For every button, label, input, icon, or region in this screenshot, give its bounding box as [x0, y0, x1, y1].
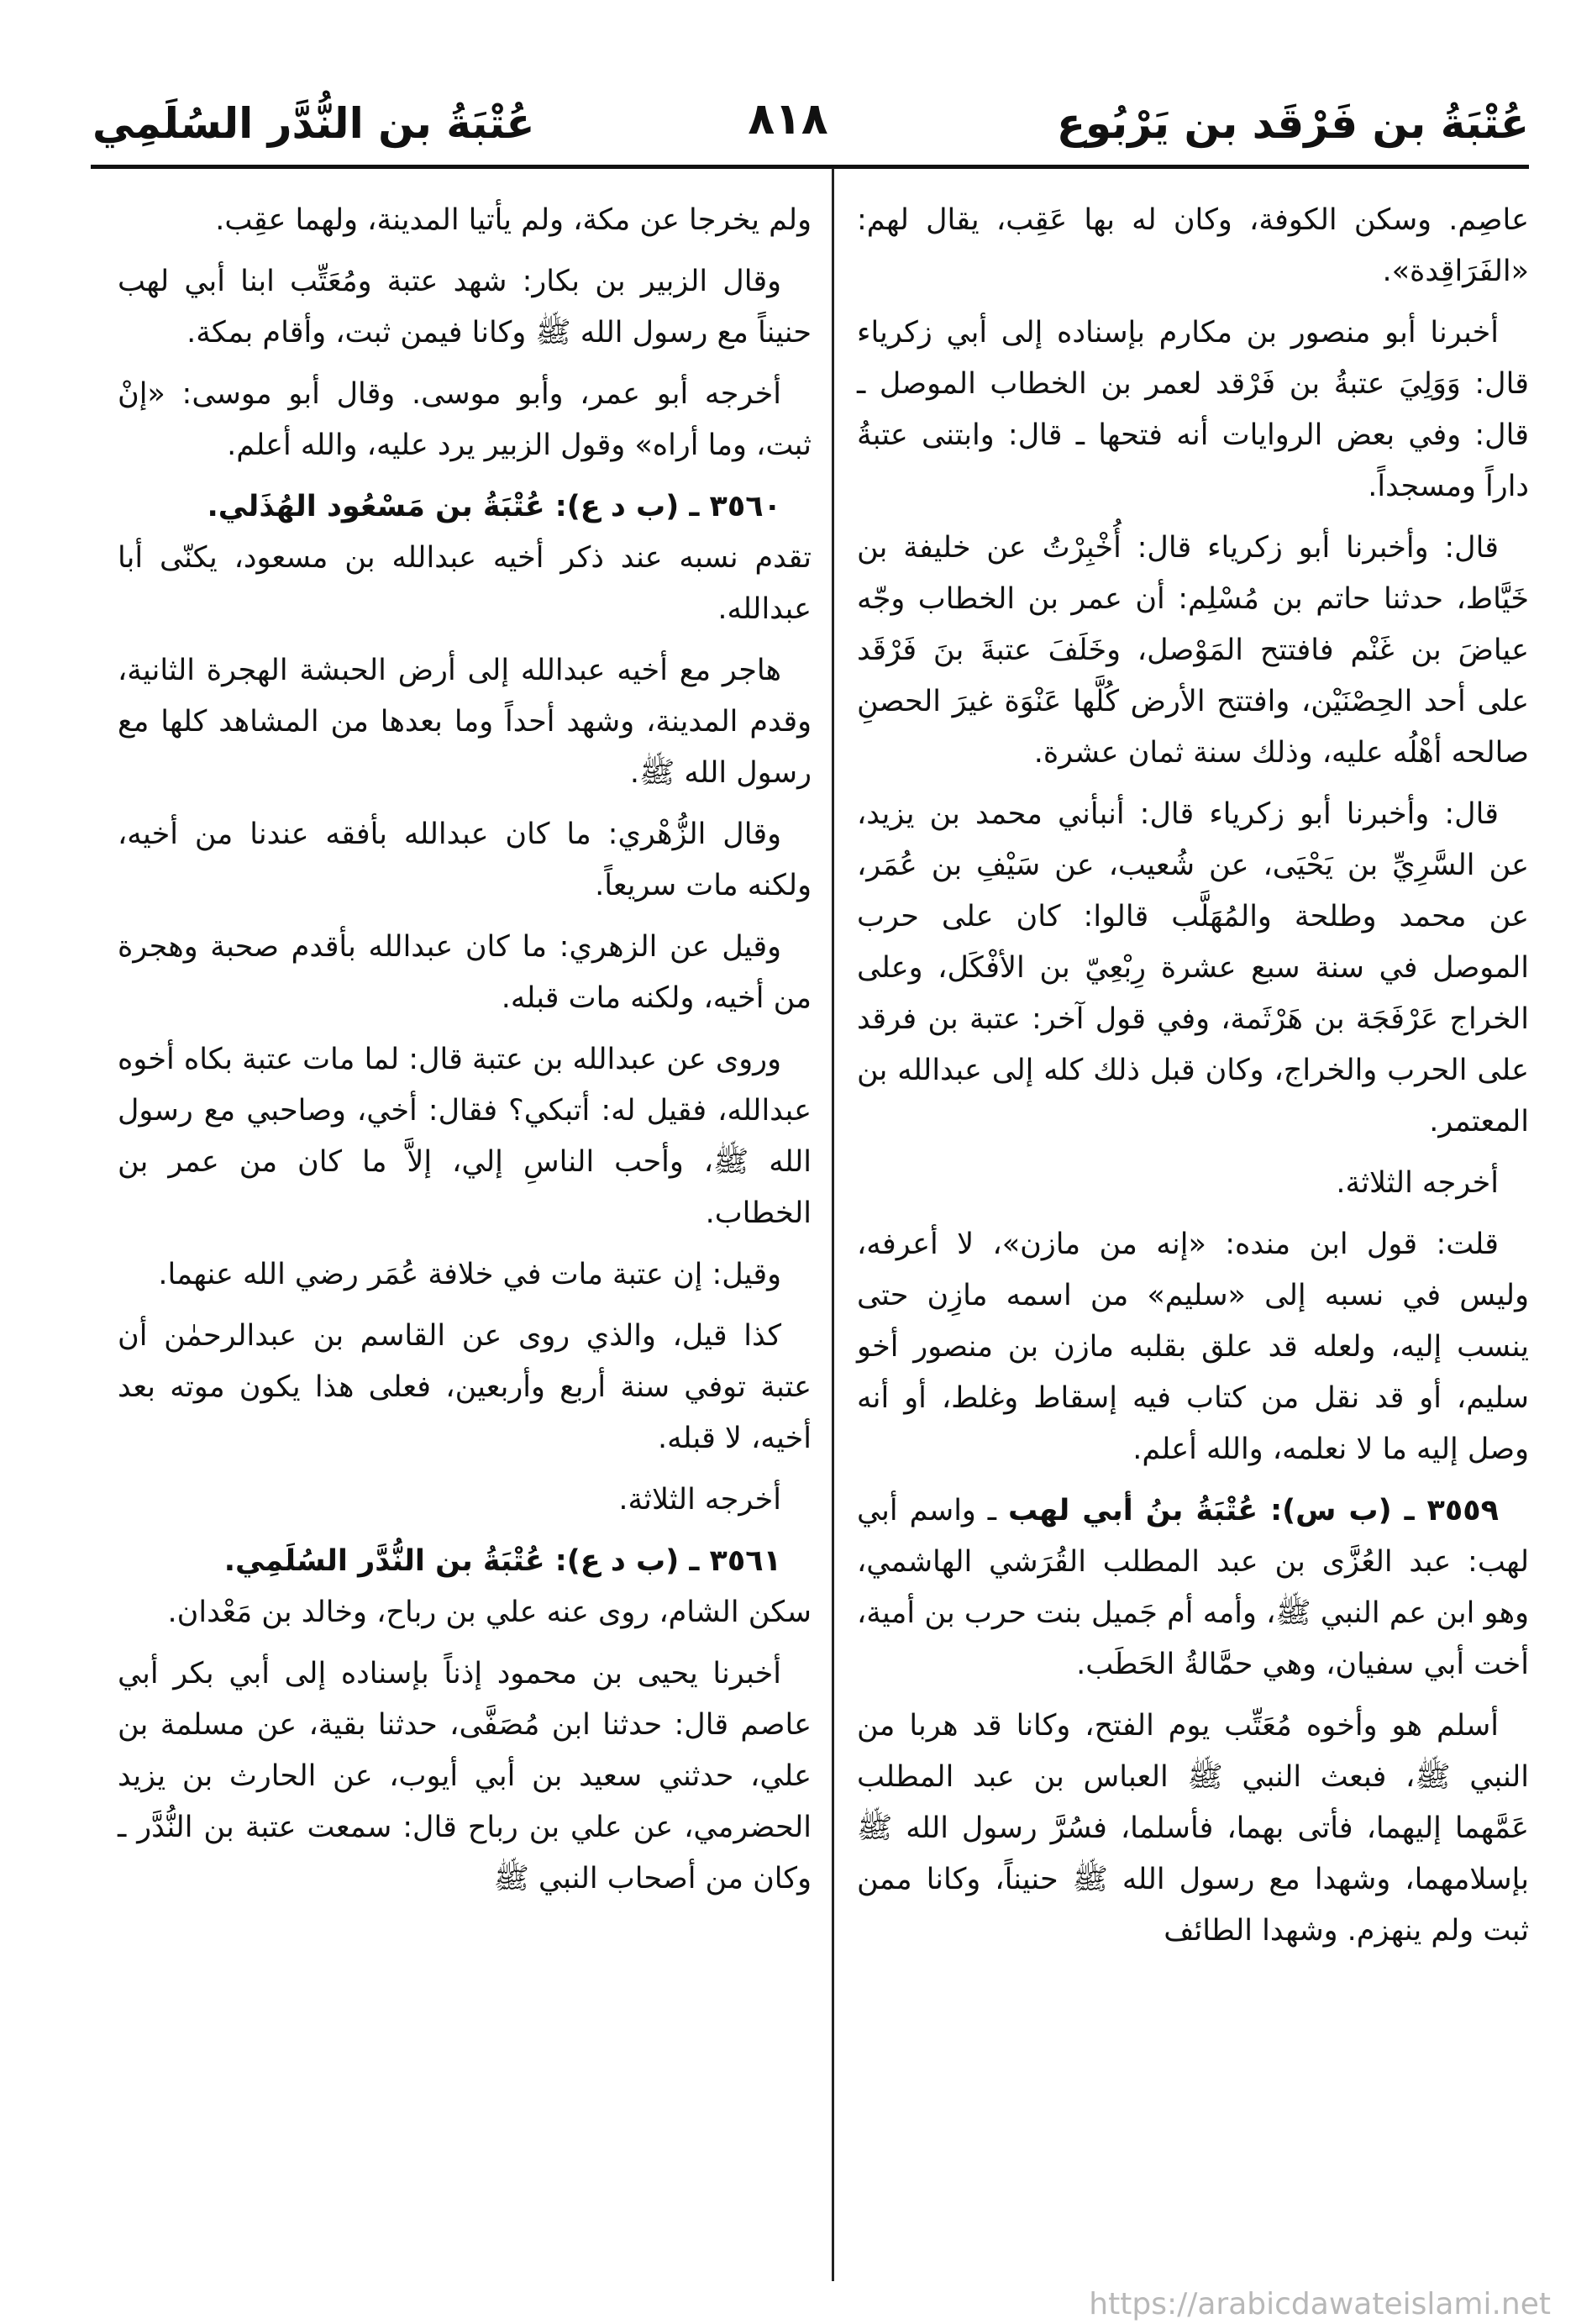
entry-text: ـ واسم أبي لهب: عبد العُزَّى بن عبد المطلب القُرَشي الهاشمي، وهو ابن عم النبي ﷺ، وأمه أم جَميل بنت حرب بن أمية، أخت أبي سفيان، وهي حمَّالةُ الحَطَب. — [857, 1494, 1529, 1681]
entry-heading: ٣٥٦٠ ـ (ب د ع): عُتْبَةُ بن مَسْعُود الهُذَلي. — [207, 490, 781, 523]
paragraph: وقيل: إن عتبة مات في خلافة عُمَر رضي الله عنهما. — [158, 1258, 781, 1291]
paragraph: هاجر مع أخيه عبدالله إلى أرض الحبشة الهجرة الثانية، وقدم المدينة، وشهد أحداً وما بعدها من المشاهد كلها مع رسول الله ﷺ. — [118, 654, 812, 790]
paragraph: أخبرنا يحيى بن محمود إذناً بإسناده إلى أبي بكر أبي عاصم قال: حدثنا ابن مُصَفَّى، حدثنا بقية، عن مسلمة بن علي، حدثني سعيد بن أبي أيوب، عن الحارث بن يزيد الحضرمي، عن علي بن رباح قال: سمعت عتبة بن النُّدَّر ـ وكان من أصحاب النبي ﷺ — [118, 1657, 812, 1895]
paragraph: أسلم هو وأخوه مُعَتِّب يوم الفتح، وكانا قد هربا من النبي ﷺ، فبعث النبي ﷺ العباس بن عبد المطلب عَمَّهما إليهما، فأتى بهما، فأسلما، فسُرَّ رسول الله ﷺ بإسلامهما، وشهدا مع رسول الله ﷺ حنيناً، وكانا ممن ثبت ولم ينهزم. وشهدا الطائف — [857, 1709, 1529, 1948]
paragraph: تقدم نسبه عند ذكر أخيه عبدالله بن مسعود، يكنّى أبا عبدالله. — [118, 541, 812, 626]
column-divider — [832, 168, 834, 2281]
paragraph: أخرجه الثلاثة. — [1336, 1166, 1499, 1200]
paragraph: كذا قيل، والذي روى عن القاسم بن عبدالرحمٰن أن عتبة توفي سنة أربع وأربعين، فعلى هذا يكون موته بعد أخيه، لا قبله. — [118, 1319, 812, 1455]
entry-heading: ٣٥٥٩ ـ (ب س): عُتْبَةُ بنُ أبي لهب — [1007, 1494, 1499, 1527]
paragraph: سكن الشام، روى عنه علي بن رباح، وخالد بن مَعْدان. — [167, 1596, 812, 1629]
paragraph: وقال الزُّهْري: ما كان عبدالله بأفقه عندنا من أخيه، ولكنه مات سريعاً. — [118, 818, 812, 902]
header-rule — [91, 165, 1529, 169]
running-title-right: عُتْبَةُ بن فَرْقَد بن يَرْبُوع — [1056, 99, 1529, 148]
left-column — [118, 195, 812, 1915]
paragraph: قال: وأخبرنا أبو زكرياء قال: أُخْبِرْتُ عن خليفة بن خَيَّاط، حدثنا حاتم بن مُسْلِم: أن عمر بن الخطاب وجّه عياضَ بن غَنْم فافتتح المَوْصل، وخَلَفَ عتبةَ بنَ فَرْقَد على أحد الحِصْنَيْن، وافتتح الأرض كُلَّها عَنْوَة غيرَ الحصنِ صالحه أهْلُه عليه، وذلك سنة ثمان عشرة. — [857, 531, 1529, 770]
right-column — [857, 195, 1529, 1967]
paragraph: قلت: قول ابن منده: «إنه من مازن»، لا أعرفه، وليس في نسبه إلى «سليم» من اسمه مازِن حتى ينسب إليه، ولعله قد علق بقلبه مازن بن منصور أخو سليم، أو قد نقل من كتاب فيه إسقاط وغلط، أو أنه وصل إليه ما لا نعلمه، والله أعلم. — [857, 1228, 1529, 1466]
paragraph: أخرجه الثلاثة. — [618, 1483, 781, 1517]
paragraph: وروى عن عبدالله بن عتبة قال: لما مات عتبة بكاه أخوه عبدالله، فقيل له: أتبكي؟ فقال: أخي، وصاحبي مع رسول الله ﷺ، وأحب الناسِ إلي، إلاَّ ما كان من عمر بن الخطاب. — [118, 1043, 812, 1230]
watermark-url: https://arabicdawateislami.net — [1089, 2287, 1551, 2321]
entry-3559 — [857, 1485, 1529, 1690]
paragraph: وقيل عن الزهري: ما كان عبدالله بأقدم صحبة وهجرة من أخيه، ولكنه مات قبله. — [118, 930, 812, 1015]
entry-heading: ٣٥٦١ ـ (ب د ع): عُتْبَةُ بن النُّدَّر السُلَمِي. — [223, 1544, 781, 1578]
paragraph: عاصِم. وسكن الكوفة، وكان له بها عَقِب، يقال لهم: «الفَرَاقِدة». — [857, 203, 1529, 288]
paragraph: أخرجه أبو عمر، وأبو موسى. وقال أبو موسى: «إنْ ثبت، وما أراه» وقول الزبير يرد عليه، والله أعلم. — [118, 377, 812, 462]
paragraph: ولم يخرجا عن مكة، ولم يأتيا المدينة، ولهما عقِب. — [215, 203, 812, 237]
page-number: ٨١٨ — [748, 94, 828, 145]
paragraph: أخبرنا أبو منصور بن مكارم بإسناده إلى أبي زكرياء قال: وَوَلِيَ عتبةُ بن فَرْقد لعمر بن الخطاب الموصل ـ قال: وفي بعض الروايات أنه فتحها ـ قال: وابتنى عتبةُ داراً ومسجداً. — [857, 316, 1529, 503]
paragraph: قال: وأخبرنا أبو زكرياء قال: أنبأني محمد بن يزيد، عن السَّرِيِّ بن يَحْيَى، عن شُعيب، عن سَيْفِ بن عُمَر، عن محمد وطلحة والمُهَلَّب قالوا: كان على حرب الموصل في سنة سبع عشرة رِبْعِيّ بن الأفْكَل، وعلى الخراج عَرْفَجَة بن هَرْثَمة، وفي قول آخر: عتبة بن فرقد على الحرب والخراج، وكان قبل ذلك كله إلى عبدالله بن المعتمر. — [857, 797, 1529, 1138]
paragraph: وقال الزبير بن بكار: شهد عتبة ومُعَتِّب ابنا أبي لهب حنيناً مع رسول الله ﷺ وكانا فيمن ثبت، وأقام بمكة. — [118, 265, 812, 350]
running-title-left: عُتْبَةُ بن النُّدَّر السُلَمِي — [92, 99, 535, 148]
